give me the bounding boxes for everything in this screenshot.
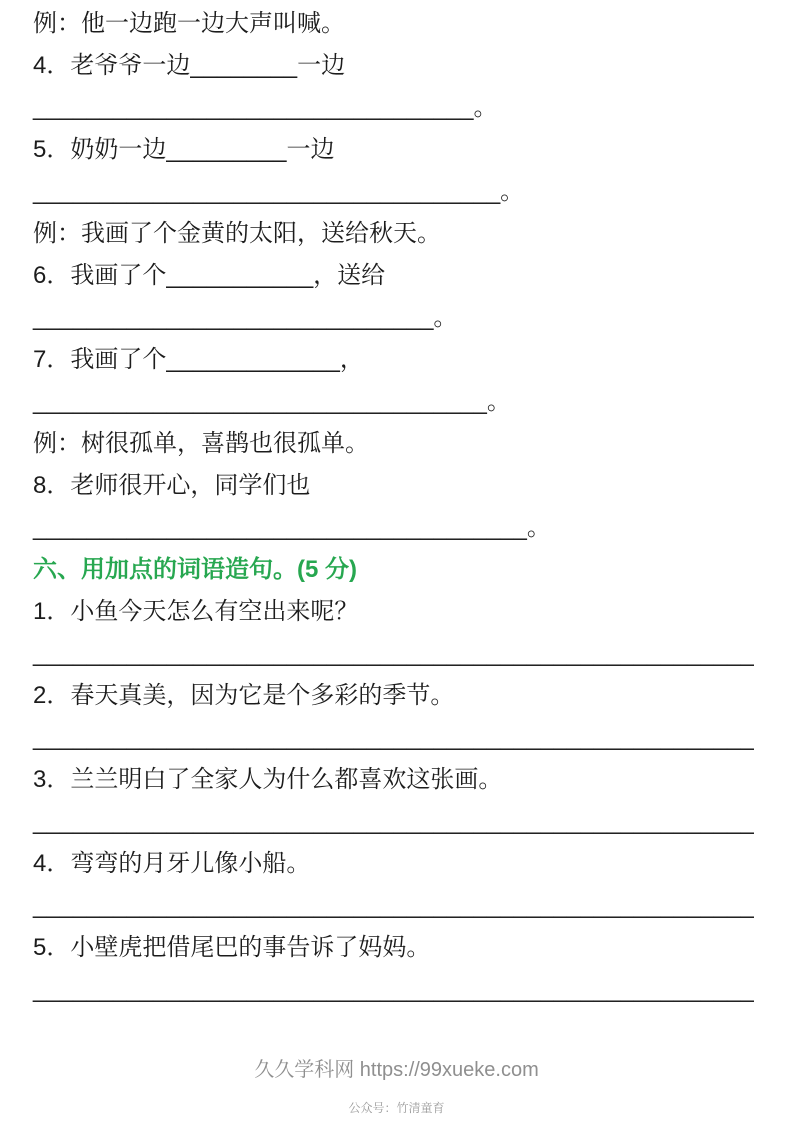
example-sentence: 例：我画了个金黄的太阳，送给秋天。 [33, 220, 441, 247]
answer-blank-line: ______________________________________________________ [33, 724, 754, 751]
question-item-4-fill: 4．老爷爷一边________一边 [33, 52, 346, 79]
question-item-1-sentence: 1．小鱼今天怎么有空出来呢？ [33, 598, 359, 625]
footer-wechat-text: 公众号：竹清童育 [348, 1101, 445, 1115]
question-item-3-sentence: 3．兰兰明白了全家人为什么都喜欢这张画。 [33, 766, 503, 793]
question-item-6-fill: 6．我画了个___________，送给 [33, 262, 386, 289]
example-sentence: 例：他一边跑一边大声叫喊。 [33, 10, 345, 37]
question-item-2-sentence: 2．春天真美，因为它是个多彩的季节。 [33, 682, 455, 709]
answer-blank-line: _________________________________。 [33, 94, 498, 121]
answer-blank-line: ______________________________________________________ [33, 892, 754, 919]
answer-blank-line: ______________________________________________________ [33, 808, 754, 835]
answer-blank-line: _____________________________________。 [33, 514, 551, 541]
question-item-8-fill: 8．老师很开心，同学们也 [33, 472, 311, 499]
answer-blank-line: ___________________________________。 [33, 178, 525, 205]
answer-blank-line: __________________________________。 [33, 388, 511, 415]
example-sentence: 例：树很孤单，喜鹊也很孤单。 [33, 430, 369, 457]
footer-watermark [0, 1056, 793, 1116]
question-item-7-fill: 7．我画了个_____________， [33, 346, 364, 373]
answer-blank-line: ______________________________________________________ [33, 640, 754, 667]
question-item-5-fill: 5．奶奶一边_________一边 [33, 136, 335, 163]
footer-site-text: 久久学科网 https://99xueke.com [254, 1059, 539, 1081]
answer-blank-line: ______________________________________________________ [33, 976, 754, 1003]
question-item-5-sentence: 5．小壁虎把借尾巴的事告诉了妈妈。 [33, 934, 431, 961]
section-heading-six: 六、用加点的词语造句。(5 分) [33, 556, 357, 583]
answer-blank-line: ______________________________。 [33, 304, 458, 331]
question-item-4-sentence: 4．弯弯的月牙儿像小船。 [33, 850, 311, 877]
